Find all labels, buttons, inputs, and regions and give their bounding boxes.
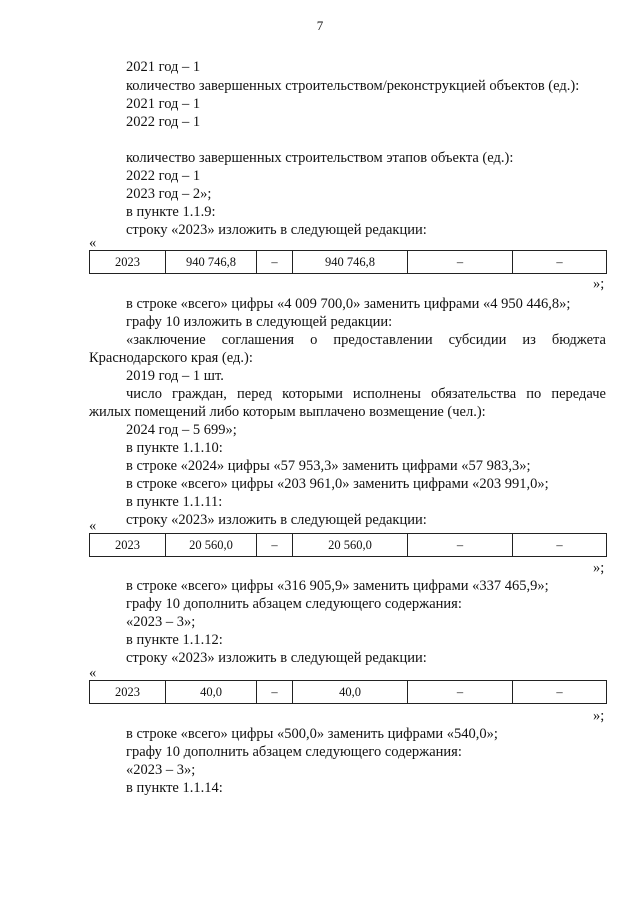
table-cell-year: 2023 <box>90 534 166 557</box>
close-quote: »; <box>593 708 605 724</box>
text-line: 2019 год – 1 шт. <box>126 368 224 384</box>
text-line: графу 10 изложить в следующей редакции: <box>126 314 393 330</box>
table-cell: – <box>513 681 607 704</box>
table-cell: – <box>257 534 293 557</box>
text-line: Краснодарского края (ед.): <box>89 350 253 366</box>
table-cell: 40,0 <box>166 681 257 704</box>
table-cell: 40,0 <box>293 681 408 704</box>
text-line: количество завершенных строительством этапов объекта (ед.): <box>126 150 514 166</box>
table-cell: – <box>408 251 513 274</box>
table-cell-year: 2023 <box>90 251 166 274</box>
close-quote: »; <box>593 560 605 576</box>
text-line: в строке «всего» цифры «4 009 700,0» заменить цифрами «4 950 446,8»; <box>126 296 571 312</box>
text-line: в пункте 1.1.10: <box>126 440 223 456</box>
table-cell: – <box>257 681 293 704</box>
amendment-table <box>89 250 607 274</box>
text-line: в строке «всего» цифры «500,0» заменить цифрами «540,0»; <box>126 726 498 742</box>
table-cell: 940 746,8 <box>293 251 408 274</box>
text-line: «2023 – 3»; <box>126 762 196 778</box>
text-line: графу 10 дополнить абзацем следующего содержания: <box>126 596 462 612</box>
text-line: «заключение соглашения о предоставлении субсидии из бюджета <box>126 332 606 348</box>
text-line: 2022 год – 1 <box>126 168 201 184</box>
text-line: число граждан, перед которыми исполнены обязательства по передаче <box>126 386 606 402</box>
text-line: 2021 год – 1 <box>126 59 201 75</box>
text-line: в пункте 1.1.11: <box>126 494 223 510</box>
table-row <box>90 681 607 704</box>
table-cell: – <box>513 251 607 274</box>
text-line: в пункте 1.1.12: <box>126 632 223 648</box>
text-line: в строке «всего» цифры «203 961,0» заменить цифрами «203 991,0»; <box>126 476 549 492</box>
open-quote: « <box>89 518 97 534</box>
text-line: в пункте 1.1.14: <box>126 780 223 796</box>
text-line: в пункте 1.1.9: <box>126 204 216 220</box>
text-line: количество завершенных строительством/реконструкцией объектов (ед.): <box>126 78 580 94</box>
open-quote: « <box>89 665 97 681</box>
open-quote: « <box>89 235 97 251</box>
table-cell: – <box>513 534 607 557</box>
text-line: графу 10 дополнить абзацем следующего содержания: <box>126 744 462 760</box>
text-line: жилых помещений либо которым выплачено возмещение (чел.): <box>89 404 486 420</box>
text-line: строку «2023» изложить в следующей редакции: <box>126 512 427 528</box>
text-line: 2023 год – 2»; <box>126 186 212 202</box>
close-quote: »; <box>593 276 605 292</box>
table-cell: – <box>408 534 513 557</box>
text-line: «2023 – 3»; <box>126 614 196 630</box>
amendment-table <box>89 533 607 557</box>
text-line: строку «2023» изложить в следующей редакции: <box>126 222 427 238</box>
text-line: в строке «всего» цифры «316 905,9» заменить цифрами «337 465,9»; <box>126 578 549 594</box>
table-cell: 20 560,0 <box>166 534 257 557</box>
text-line: строку «2023» изложить в следующей редакции: <box>126 650 427 666</box>
table-cell: – <box>408 681 513 704</box>
text-line: 2024 год – 5 699»; <box>126 422 237 438</box>
table-cell: 20 560,0 <box>293 534 408 557</box>
text-line: в строке «2024» цифры «57 953,3» заменить цифрами «57 983,3»; <box>126 458 531 474</box>
table-cell: 940 746,8 <box>166 251 257 274</box>
text-line: 2022 год – 1 <box>126 114 201 130</box>
table-cell: – <box>257 251 293 274</box>
table-cell-year: 2023 <box>90 681 166 704</box>
table-row <box>90 534 607 557</box>
table-row <box>90 251 607 274</box>
text-line: 2021 год – 1 <box>126 96 201 112</box>
page-number: 7 <box>316 18 324 33</box>
amendment-table <box>89 680 607 704</box>
